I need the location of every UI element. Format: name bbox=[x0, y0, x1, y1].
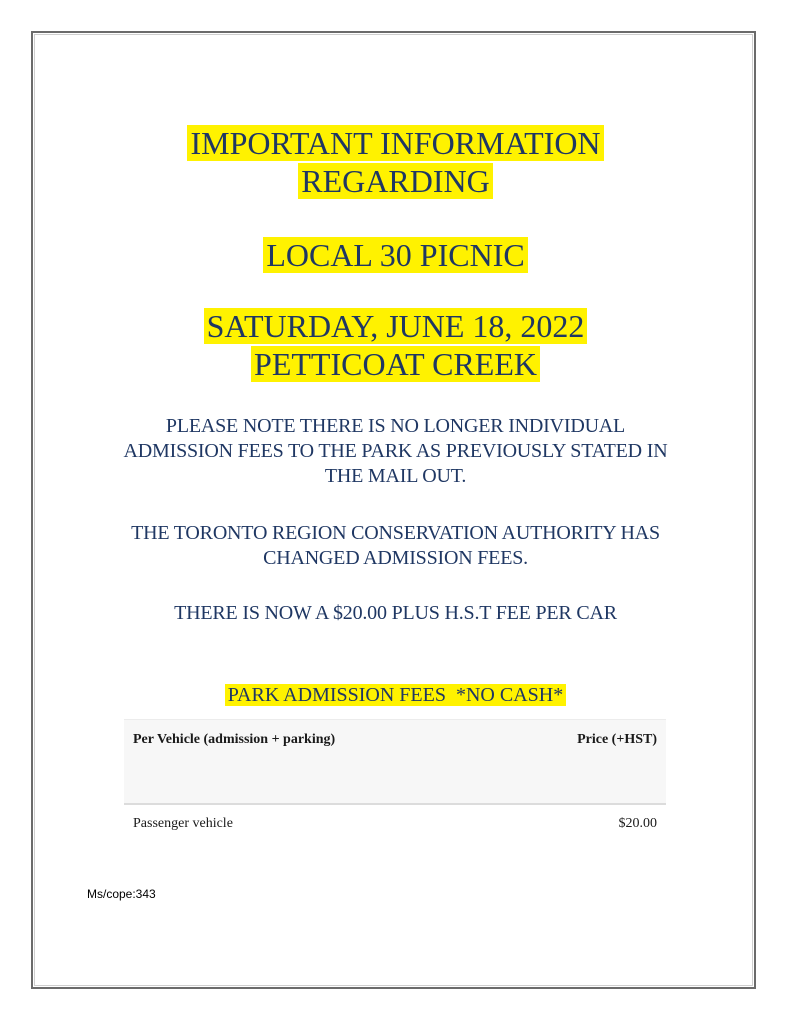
notice-paragraph-3 bbox=[0, 601, 791, 626]
heading-line-2: REGARDING bbox=[298, 163, 492, 199]
fees-title-text: PARK ADMISSION FEES *NO CASH* bbox=[225, 684, 566, 706]
notice-heading bbox=[0, 124, 791, 200]
reference-code: Ms/cope:343 bbox=[87, 887, 156, 901]
notice-2-line-2: CHANGED ADMISSION FEES. bbox=[263, 547, 528, 569]
event-name-text: LOCAL 30 PICNIC bbox=[263, 237, 527, 273]
row-item: Passenger vehicle bbox=[133, 816, 233, 831]
heading-line-1: IMPORTANT INFORMATION bbox=[187, 125, 603, 161]
event-date: SATURDAY, JUNE 18, 2022 bbox=[204, 308, 588, 344]
event-location: PETTICOAT CREEK bbox=[251, 346, 540, 382]
column-header-item: Per Vehicle (admission + parking) bbox=[133, 732, 336, 747]
notice-1-line-3: THE MAIL OUT. bbox=[324, 465, 467, 487]
table-row bbox=[124, 805, 666, 845]
event-name bbox=[0, 236, 791, 274]
notice-1-line-1: PLEASE NOTE THERE IS NO LONGER INDIVIDUAL bbox=[165, 415, 626, 437]
notice-paragraph-2 bbox=[0, 521, 791, 571]
notice-paragraph-1 bbox=[0, 414, 791, 489]
row-price: $20.00 bbox=[618, 816, 657, 831]
fee-table-header bbox=[124, 719, 666, 805]
notice-3-text: THERE IS NOW A $20.00 PLUS H.S.T FEE PER CAR bbox=[174, 602, 617, 624]
column-header-price: Price (+HST) bbox=[577, 732, 657, 747]
fees-title bbox=[0, 683, 791, 707]
notice-2-line-1: THE TORONTO REGION CONSERVATION AUTHORITY HAS bbox=[131, 522, 660, 544]
fee-table bbox=[124, 719, 666, 845]
notice-1-line-2: ADMISSION FEES TO THE PARK AS PREVIOUSLY STATED IN bbox=[123, 440, 668, 462]
event-date-location bbox=[0, 307, 791, 383]
